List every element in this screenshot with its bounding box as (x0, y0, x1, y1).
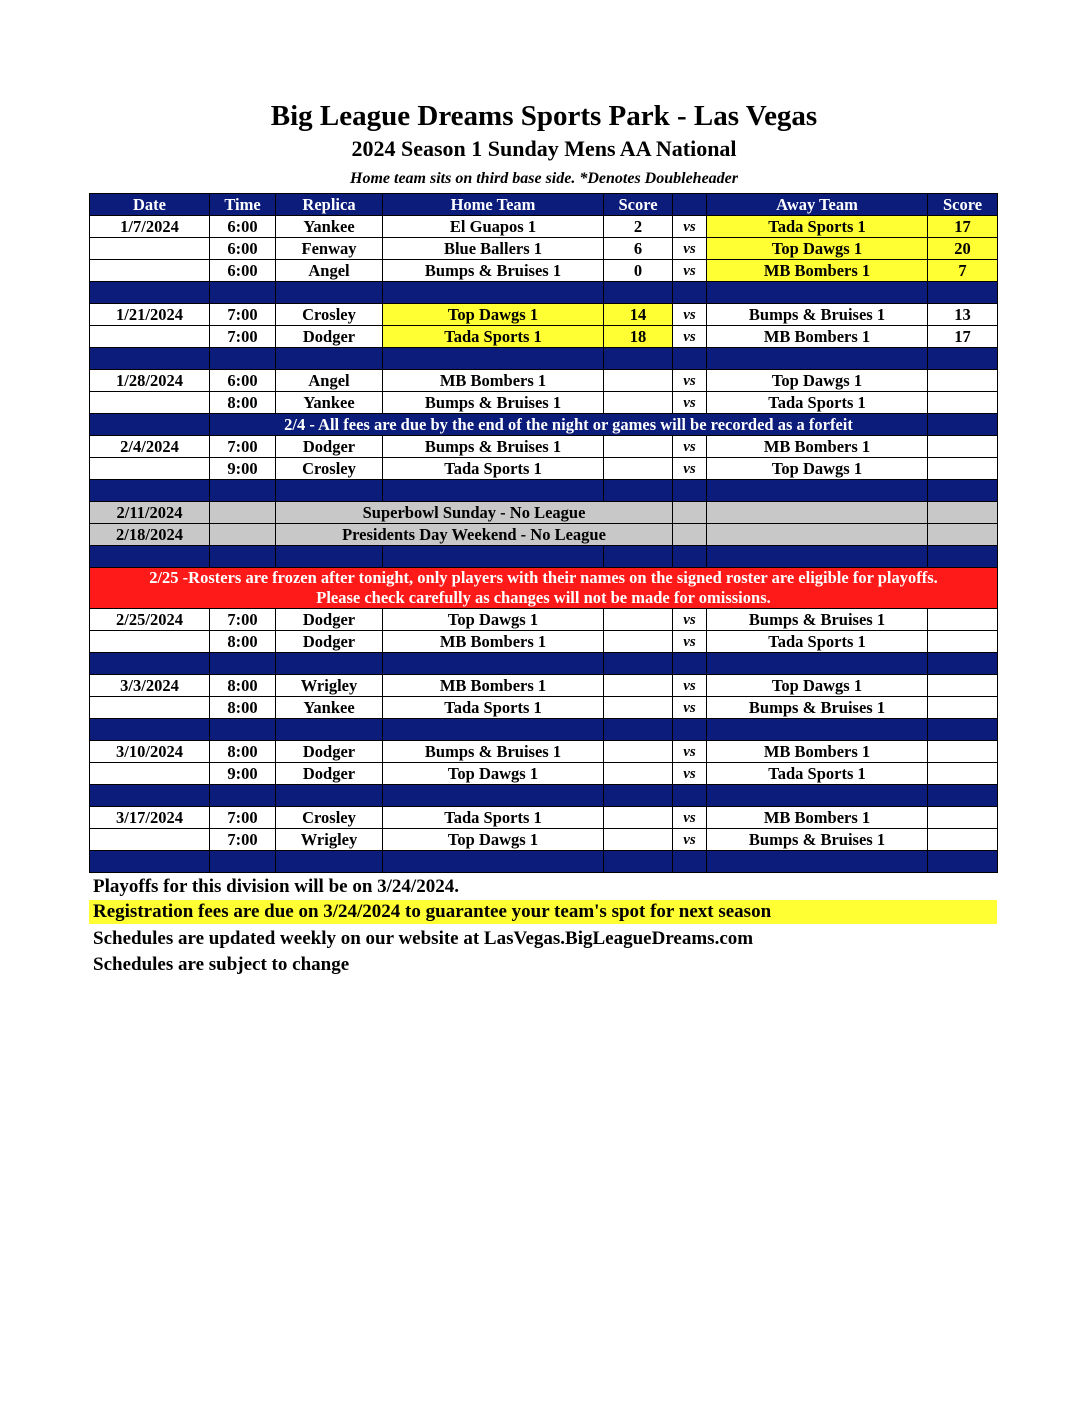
spacer-cell (90, 851, 210, 873)
table-row (90, 807, 998, 829)
away-team: Tada Sports 1 (707, 763, 928, 785)
game-time: 7:00 (210, 807, 276, 829)
col-header-vs (673, 194, 707, 216)
spacer-cell (604, 653, 673, 675)
page-subtitle: 2024 Season 1 Sunday Mens AA National (351, 136, 737, 161)
game-date: 3/3/2024 (90, 675, 210, 697)
game-date: 1/28/2024 (90, 370, 210, 392)
schedule-table (89, 193, 998, 873)
spacer-cell (383, 851, 604, 873)
home-score: 6 (604, 238, 673, 260)
roster-alert-row (90, 568, 998, 609)
home-score (604, 741, 673, 763)
away-score (928, 436, 998, 458)
blank-cell (673, 524, 707, 546)
away-team: Tada Sports 1 (707, 216, 928, 238)
spacer-cell (604, 480, 673, 502)
vs-label: vs (673, 763, 707, 785)
game-date (90, 260, 210, 282)
home-score (604, 697, 673, 719)
away-score: 7 (928, 260, 998, 282)
no-league-row (90, 502, 998, 524)
spacer-cell (90, 546, 210, 568)
away-score (928, 741, 998, 763)
game-date: 3/17/2024 (90, 807, 210, 829)
game-time: 8:00 (210, 675, 276, 697)
home-team: Top Dawgs 1 (383, 304, 604, 326)
away-team: MB Bombers 1 (707, 741, 928, 763)
spacer-cell (707, 719, 928, 741)
roster-alert-line: Please check carefully as changes will not be made for omissions. (316, 588, 771, 607)
spacer-cell (673, 348, 707, 370)
registration-note: Registration fees are due on 3/24/2024 to guarantee your team's spot for next season (89, 900, 997, 924)
away-score: 13 (928, 304, 998, 326)
table-row (90, 741, 998, 763)
away-team: Top Dawgs 1 (707, 370, 928, 392)
spacer-cell (90, 282, 210, 304)
game-field: Angel (276, 370, 383, 392)
spacer-row (90, 480, 998, 502)
game-date: 2/4/2024 (90, 436, 210, 458)
spacer-row (90, 282, 998, 304)
game-date (90, 326, 210, 348)
game-time: 8:00 (210, 392, 276, 414)
table-row (90, 829, 998, 851)
game-time: 6:00 (210, 370, 276, 392)
spacer-cell (90, 719, 210, 741)
home-team: Top Dawgs 1 (383, 829, 604, 851)
vs-label: vs (673, 631, 707, 653)
spacer-cell (673, 480, 707, 502)
spacer-cell (210, 653, 276, 675)
spacer-cell (928, 851, 998, 873)
spacer-row (90, 785, 998, 807)
home-score: 0 (604, 260, 673, 282)
game-date: 1/7/2024 (90, 216, 210, 238)
schedule-body (90, 216, 998, 873)
away-score (928, 458, 998, 480)
game-field: Dodger (276, 763, 383, 785)
spacer-cell (707, 480, 928, 502)
home-team: Bumps & Bruises 1 (383, 392, 604, 414)
spacer-cell (276, 719, 383, 741)
spacer-cell (276, 653, 383, 675)
spacer-cell (90, 480, 210, 502)
away-team: MB Bombers 1 (707, 260, 928, 282)
spacer-cell (210, 719, 276, 741)
col-header-date: Date (90, 194, 210, 216)
game-field: Yankee (276, 392, 383, 414)
spacer-cell (604, 348, 673, 370)
spacer-row (90, 348, 998, 370)
game-field: Dodger (276, 436, 383, 458)
game-date (90, 763, 210, 785)
game-date (90, 238, 210, 260)
game-date: 2/18/2024 (90, 524, 210, 546)
home-score: 18 (604, 326, 673, 348)
away-score (928, 631, 998, 653)
fee-notice: 2/4 - All fees are due by the end of the night or games will be recorded as a forfeit (210, 414, 928, 436)
game-date (90, 458, 210, 480)
home-team: Bumps & Bruises 1 (383, 741, 604, 763)
home-score (604, 458, 673, 480)
spacer-cell (604, 785, 673, 807)
spacer-cell (210, 348, 276, 370)
spacer-row (90, 719, 998, 741)
home-score (604, 436, 673, 458)
spacer-cell (210, 851, 276, 873)
away-score (928, 807, 998, 829)
away-score (928, 829, 998, 851)
game-time: 6:00 (210, 238, 276, 260)
game-date: 1/21/2024 (90, 304, 210, 326)
spacer-cell (707, 851, 928, 873)
home-score (604, 675, 673, 697)
game-field: Wrigley (276, 675, 383, 697)
spacer-cell (604, 719, 673, 741)
away-score: 20 (928, 238, 998, 260)
game-date (90, 697, 210, 719)
table-row (90, 238, 998, 260)
game-field: Wrigley (276, 829, 383, 851)
roster-alert-line: 2/25 -Rosters are frozen after tonight, only players with their names on the signed roster are eligible for playoffs. (149, 568, 938, 587)
no-league-text: Presidents Day Weekend - No League (276, 524, 673, 546)
game-date (90, 392, 210, 414)
website-note: Schedules are updated weekly on our website at LasVegas.BigLeagueDreams.com (93, 928, 754, 949)
away-team: Top Dawgs 1 (707, 458, 928, 480)
spacer-cell (928, 348, 998, 370)
game-field: Yankee (276, 697, 383, 719)
vs-label: vs (673, 260, 707, 282)
table-row (90, 216, 998, 238)
spacer-cell (707, 653, 928, 675)
game-time: 7:00 (210, 829, 276, 851)
blank-cell (210, 524, 276, 546)
spacer-row (90, 653, 998, 675)
vs-label: vs (673, 436, 707, 458)
spacer-cell (383, 653, 604, 675)
table-row (90, 675, 998, 697)
game-time: 6:00 (210, 260, 276, 282)
table-row (90, 260, 998, 282)
away-team: Bumps & Bruises 1 (707, 609, 928, 631)
home-team: Bumps & Bruises 1 (383, 436, 604, 458)
away-team: MB Bombers 1 (707, 436, 928, 458)
spacer-cell (276, 282, 383, 304)
game-field: Dodger (276, 631, 383, 653)
roster-alert (90, 568, 998, 609)
change-note: Schedules are subject to change (93, 954, 350, 975)
table-row (90, 763, 998, 785)
spacer-cell (707, 348, 928, 370)
col-header-home-score: Score (604, 194, 673, 216)
blank-cell (673, 502, 707, 524)
spacer-cell (210, 480, 276, 502)
away-score (928, 675, 998, 697)
home-team: El Guapos 1 (383, 216, 604, 238)
table-row (90, 697, 998, 719)
home-score (604, 763, 673, 785)
spacer-cell (928, 282, 998, 304)
vs-label: vs (673, 216, 707, 238)
home-score: 2 (604, 216, 673, 238)
away-team: Tada Sports 1 (707, 631, 928, 653)
game-date: 2/11/2024 (90, 502, 210, 524)
blank-cell (210, 502, 276, 524)
spacer-cell (707, 282, 928, 304)
spacer-cell (604, 546, 673, 568)
blank-cell (928, 502, 998, 524)
spacer-cell (276, 851, 383, 873)
spacer-cell (383, 719, 604, 741)
vs-label: vs (673, 304, 707, 326)
home-score (604, 392, 673, 414)
away-score (928, 370, 998, 392)
home-team: Tada Sports 1 (383, 697, 604, 719)
vs-label: vs (673, 458, 707, 480)
home-score (604, 631, 673, 653)
away-score (928, 763, 998, 785)
home-team: Blue Ballers 1 (383, 238, 604, 260)
game-field: Angel (276, 260, 383, 282)
table-row (90, 370, 998, 392)
col-header-home-team: Home Team (383, 194, 604, 216)
spacer-cell (928, 480, 998, 502)
away-score (928, 392, 998, 414)
game-field: Crosley (276, 304, 383, 326)
playoffs-note: Playoffs for this division will be on 3/24/2024. (93, 876, 459, 897)
away-team: Bumps & Bruises 1 (707, 304, 928, 326)
home-score (604, 807, 673, 829)
spacer-cell (928, 719, 998, 741)
table-row (90, 631, 998, 653)
home-score (604, 829, 673, 851)
away-team: Bumps & Bruises 1 (707, 697, 928, 719)
spacer-cell (276, 546, 383, 568)
away-score: 17 (928, 326, 998, 348)
spacer-cell (90, 348, 210, 370)
game-field: Dodger (276, 609, 383, 631)
spacer-cell (673, 546, 707, 568)
game-date (90, 631, 210, 653)
spacer-cell (383, 785, 604, 807)
page-title: Big League Dreams Sports Park - Las Vegas (270, 100, 818, 132)
spacer-cell (276, 348, 383, 370)
game-time: 6:00 (210, 216, 276, 238)
away-score: 17 (928, 216, 998, 238)
vs-label: vs (673, 238, 707, 260)
blank-cell (928, 414, 998, 436)
spacer-row (90, 851, 998, 873)
game-time: 8:00 (210, 631, 276, 653)
away-team: MB Bombers 1 (707, 807, 928, 829)
game-field: Fenway (276, 238, 383, 260)
fee-notice-row (90, 414, 998, 436)
col-header-away-score: Score (928, 194, 998, 216)
spacer-cell (383, 546, 604, 568)
spacer-cell (673, 719, 707, 741)
table-row (90, 458, 998, 480)
away-team: Bumps & Bruises 1 (707, 829, 928, 851)
spacer-cell (210, 282, 276, 304)
col-header-away-team: Away Team (707, 194, 928, 216)
schedule-note: Home team sits on third base side. *Denotes Doubleheader (350, 170, 738, 187)
spacer-cell (673, 282, 707, 304)
home-team: Tada Sports 1 (383, 458, 604, 480)
col-header-time: Time (210, 194, 276, 216)
home-team: MB Bombers 1 (383, 631, 604, 653)
home-team: Tada Sports 1 (383, 326, 604, 348)
game-date (90, 829, 210, 851)
blank-cell (928, 524, 998, 546)
spacer-cell (928, 653, 998, 675)
away-team: MB Bombers 1 (707, 326, 928, 348)
home-team: Bumps & Bruises 1 (383, 260, 604, 282)
table-row (90, 326, 998, 348)
blank-cell (707, 524, 928, 546)
spacer-cell (673, 851, 707, 873)
game-time: 9:00 (210, 458, 276, 480)
spacer-cell (604, 282, 673, 304)
spacer-row (90, 546, 998, 568)
vs-label: vs (673, 326, 707, 348)
away-team: Top Dawgs 1 (707, 238, 928, 260)
home-team: Tada Sports 1 (383, 807, 604, 829)
game-time: 7:00 (210, 304, 276, 326)
spacer-cell (210, 785, 276, 807)
game-field: Crosley (276, 807, 383, 829)
game-time: 9:00 (210, 763, 276, 785)
blank-cell (90, 414, 210, 436)
game-time: 7:00 (210, 609, 276, 631)
spacer-cell (707, 785, 928, 807)
spacer-cell (276, 480, 383, 502)
game-field: Dodger (276, 326, 383, 348)
game-field: Dodger (276, 741, 383, 763)
vs-label: vs (673, 807, 707, 829)
spacer-cell (383, 480, 604, 502)
vs-label: vs (673, 829, 707, 851)
home-score: 14 (604, 304, 673, 326)
spacer-cell (210, 546, 276, 568)
spacer-cell (383, 282, 604, 304)
home-team: MB Bombers 1 (383, 370, 604, 392)
home-team: Top Dawgs 1 (383, 763, 604, 785)
game-field: Crosley (276, 458, 383, 480)
no-league-row (90, 524, 998, 546)
table-row (90, 304, 998, 326)
table-row (90, 436, 998, 458)
game-date: 2/25/2024 (90, 609, 210, 631)
vs-label: vs (673, 675, 707, 697)
spacer-cell (383, 348, 604, 370)
spacer-cell (673, 785, 707, 807)
game-time: 7:00 (210, 436, 276, 458)
game-date: 3/10/2024 (90, 741, 210, 763)
table-row (90, 609, 998, 631)
home-team: MB Bombers 1 (383, 675, 604, 697)
vs-label: vs (673, 609, 707, 631)
home-team: Top Dawgs 1 (383, 609, 604, 631)
vs-label: vs (673, 697, 707, 719)
spacer-cell (707, 546, 928, 568)
table-row (90, 392, 998, 414)
game-time: 8:00 (210, 741, 276, 763)
away-score (928, 609, 998, 631)
game-field: Yankee (276, 216, 383, 238)
spacer-cell (673, 653, 707, 675)
spacer-cell (90, 785, 210, 807)
spacer-cell (604, 851, 673, 873)
col-header-replica: Replica (276, 194, 383, 216)
away-score (928, 697, 998, 719)
vs-label: vs (673, 370, 707, 392)
header-row (90, 194, 998, 216)
game-time: 8:00 (210, 697, 276, 719)
home-score (604, 609, 673, 631)
vs-label: vs (673, 741, 707, 763)
game-time: 7:00 (210, 326, 276, 348)
no-league-text: Superbowl Sunday - No League (276, 502, 673, 524)
blank-cell (707, 502, 928, 524)
spacer-cell (90, 653, 210, 675)
spacer-cell (928, 546, 998, 568)
home-score (604, 370, 673, 392)
spacer-cell (276, 785, 383, 807)
away-team: Top Dawgs 1 (707, 675, 928, 697)
vs-label: vs (673, 392, 707, 414)
spacer-cell (928, 785, 998, 807)
away-team: Tada Sports 1 (707, 392, 928, 414)
